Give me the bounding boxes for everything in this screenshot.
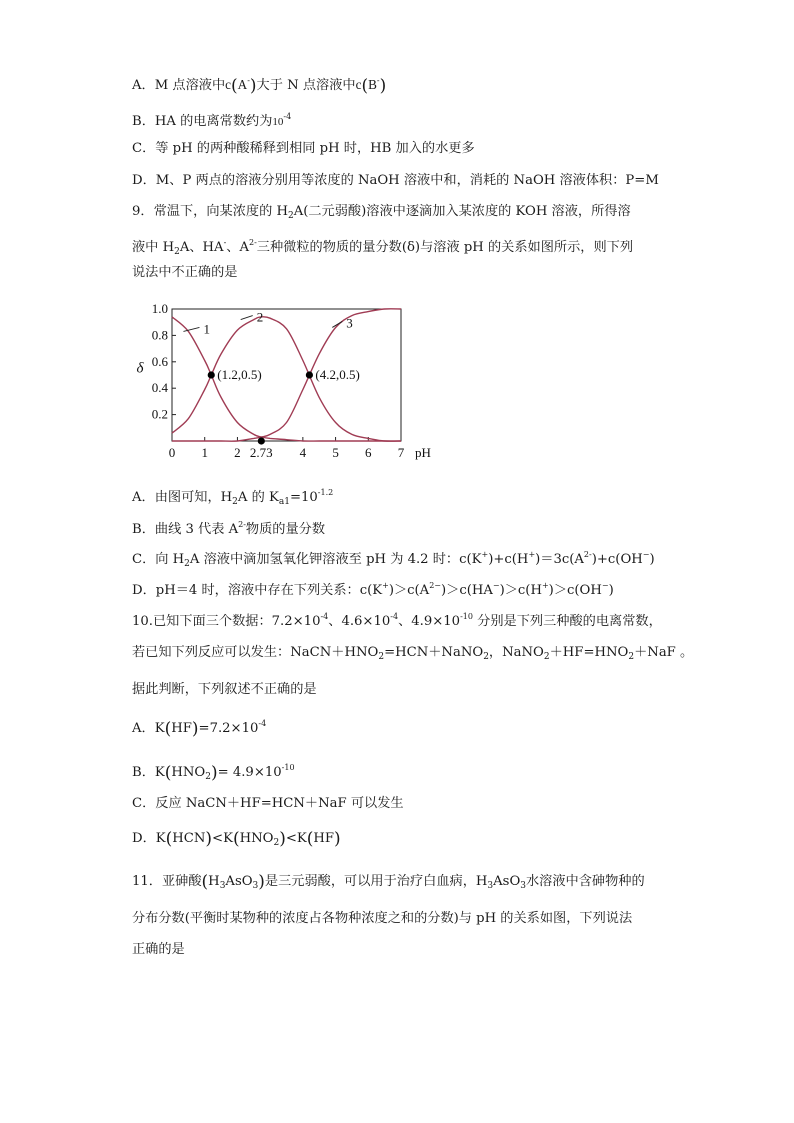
q9-option-d	[132, 577, 614, 600]
sup: -4	[283, 112, 292, 121]
series-2-label: 2	[256, 309, 264, 325]
text: A 溶液中滴加氢氧化钾溶液至 pH 为 4.2 时：c(K	[189, 552, 482, 567]
q10-stem-line-2	[132, 644, 693, 666]
sup: -	[247, 76, 250, 85]
data-point	[208, 371, 215, 378]
q8-option-c: C．等 pH 的两种酸稀释到相同 pH 时，HB 加入的水更多	[132, 141, 475, 156]
axes	[137, 301, 431, 460]
text: 液中 H	[132, 240, 175, 255]
sup: -	[376, 76, 380, 85]
text: ＋NaF 。	[634, 645, 694, 660]
text: =7.2×10	[198, 721, 259, 736]
sup: 2−	[429, 581, 441, 590]
sub: 2	[628, 652, 635, 662]
text: D．K	[132, 831, 166, 846]
q9-option-a	[132, 484, 333, 511]
text: 物质的量分数	[245, 522, 326, 537]
sup: -	[223, 238, 227, 247]
text: )	[608, 583, 614, 598]
paren: (	[232, 829, 240, 849]
text: 水溶液中含砷物种的	[526, 874, 645, 889]
text: 三种微粒的物质的量分数(δ)与溶液 pH 的关系如图所示，则下列	[256, 240, 634, 255]
text: A	[237, 77, 248, 92]
sub: 2	[287, 211, 294, 221]
sub: 3	[219, 881, 226, 891]
sup: −	[601, 581, 609, 590]
text: HNO	[171, 765, 206, 780]
paren: )	[210, 763, 218, 783]
q9-option-b	[132, 516, 325, 539]
paren: (	[231, 76, 238, 96]
paren: )	[379, 76, 387, 96]
text: A、HA	[179, 240, 224, 255]
text: AsO	[493, 874, 521, 889]
sup: -10	[460, 612, 473, 621]
text: )＝3c(A	[535, 552, 584, 567]
y-tick-label: 0.6	[151, 353, 168, 369]
paren: )	[258, 872, 265, 892]
text: 10	[272, 116, 284, 128]
text: )	[649, 552, 655, 567]
paren: (	[164, 763, 172, 783]
text: )＞c(OH	[548, 583, 602, 598]
x-tick-label: 7	[397, 445, 405, 460]
sub: 2	[232, 497, 238, 507]
x-tick-label: 5	[332, 445, 339, 460]
paren: )	[249, 76, 257, 96]
q9-stem-line-1	[132, 203, 631, 225]
q8-option-d: D．M、P 两点的溶液分别用等浓度的 NaOH 溶液中和，消耗的 NaOH 溶液体积：P=M	[132, 173, 659, 188]
q10-option-b	[132, 759, 295, 786]
text: 、4.9×10	[398, 614, 461, 629]
text: )＞c(HA	[441, 583, 493, 598]
paren: (	[306, 829, 314, 849]
sup: -4	[390, 612, 399, 621]
text: ＋HF=HNO	[549, 645, 629, 660]
text: <K	[285, 831, 307, 846]
paren: (	[201, 872, 209, 892]
sub: a1	[278, 497, 290, 507]
x-tick-label: 2.73	[249, 445, 273, 460]
text: 、4.6×10	[328, 614, 391, 629]
text: HCN	[172, 831, 206, 846]
text: )＞c(H	[499, 583, 542, 598]
sup: 2-	[583, 550, 592, 559]
text: A(二元弱酸)溶液中逐滴加入某浓度的 KOH 溶液，所得溶	[293, 204, 631, 219]
y-tick-label: 0.2	[151, 406, 168, 422]
paren: )	[279, 829, 286, 849]
text: B．HA 的电离常数约为	[132, 114, 273, 129]
x-tick-label: 6	[365, 445, 372, 460]
text: A．K	[132, 721, 165, 736]
text: ，NaNO	[488, 645, 544, 660]
y-tick-label: 0.8	[151, 327, 168, 343]
text: C．向 H	[132, 552, 185, 567]
sup: +	[541, 581, 549, 590]
sub: 3	[487, 881, 494, 891]
paren: (	[164, 719, 172, 739]
x-tick-label: 4	[299, 445, 307, 460]
y-axis-label: δ	[136, 360, 144, 377]
q10-option-d	[132, 830, 341, 852]
series-2-leader	[241, 316, 253, 320]
q9-stem-line-2	[132, 234, 633, 261]
sup: 2-	[248, 238, 257, 247]
paren: )	[205, 829, 213, 849]
text: H	[208, 874, 220, 889]
marks	[208, 367, 360, 445]
q9-option-c	[132, 546, 655, 573]
q11-stem-line-3: 正确的是	[132, 942, 185, 957]
text: D．pH＝4 时，溶液中存在下列关系：c(K	[132, 583, 383, 598]
sup: +	[528, 550, 536, 559]
q8-option-a	[132, 72, 386, 95]
data-point-label: (4.2,0.5)	[315, 367, 360, 382]
sup: -10	[281, 763, 295, 772]
sub: 2	[543, 652, 550, 662]
data-point	[306, 371, 313, 378]
sub: 2	[205, 772, 211, 782]
text: HF	[171, 721, 192, 736]
q8-option-b	[132, 108, 291, 131]
text: AsO	[225, 874, 253, 889]
sub: 2	[378, 652, 385, 662]
text: <K	[212, 831, 233, 846]
text: 若已知下列反应可以发生：NaCN＋HNO	[132, 645, 379, 660]
text: HNO	[239, 831, 274, 846]
text: c	[355, 77, 362, 92]
curves	[172, 309, 401, 441]
text: )+c(H	[488, 552, 529, 567]
sub: 2	[174, 247, 180, 257]
ph-distribution-chart	[132, 298, 442, 468]
text: A．由图可知，H	[132, 490, 233, 505]
sup: −	[492, 581, 500, 590]
y-tick-label: 0.4	[151, 380, 168, 396]
x-tick-label: 1	[201, 445, 208, 460]
text: 大于 N 点溶液中	[256, 78, 356, 93]
x-tick-label: 2	[234, 445, 241, 460]
sub: 2	[273, 838, 280, 848]
text: H	[475, 874, 488, 889]
sup: +	[382, 581, 389, 590]
paren: (	[361, 76, 369, 96]
text: =HCN＋NaNO	[384, 645, 484, 660]
x-tick-label: 0	[168, 445, 176, 460]
text: 9．常温下，向某浓度的 H	[132, 204, 288, 219]
sup: -1.2	[317, 488, 334, 497]
sup: -4	[258, 719, 267, 728]
text: 10.已知下面三个数据：7.2×10	[132, 614, 321, 629]
q10-stem-line-1	[132, 608, 662, 631]
text: )＞c(A	[388, 583, 430, 598]
text: HF	[313, 831, 335, 846]
series-3-label: 3	[346, 315, 353, 331]
text: A．M 点溶液中	[132, 78, 226, 93]
sub: 2	[483, 652, 489, 662]
data-point	[258, 437, 265, 444]
text: )+c(OH	[591, 552, 643, 567]
q11-stem-line-1	[132, 873, 645, 895]
q10-stem-line-3: 据此判断，下列叙述不正确的是	[132, 682, 317, 697]
paren: )	[334, 829, 341, 849]
text: c	[225, 77, 232, 92]
text: 11．亚砷酸	[132, 874, 202, 889]
text: 是三元弱酸，可以用于治疗白血病，	[264, 874, 476, 889]
text: A 的 K	[237, 490, 279, 505]
q9-stem-line-3: 说法中不正确的是	[132, 265, 238, 280]
sup: −	[642, 550, 650, 559]
sup: 2-	[238, 520, 246, 529]
y-tick-label: 1.0	[151, 301, 168, 316]
paren: )	[191, 719, 199, 739]
text: B	[368, 77, 377, 92]
text: 、A	[226, 240, 249, 255]
q10-option-a	[132, 715, 266, 738]
text: B．K	[132, 765, 165, 780]
series-1-label: 1	[203, 321, 210, 337]
text: = 4.9×10	[217, 765, 282, 780]
paren: (	[165, 829, 173, 849]
sub: 3	[252, 881, 259, 891]
data-point-label: (1.2,0.5)	[217, 367, 262, 382]
text: B．曲线 3 代表 A	[132, 522, 239, 537]
sub: 2	[184, 559, 190, 569]
sup: -4	[320, 612, 329, 621]
q11-stem-line-2: 分布分数(平衡时某物种的浓度占各物种浓度之和的分数)与 pH 的关系如图，下列说法	[132, 911, 633, 926]
x-axis-label: pH	[415, 445, 431, 460]
q10-option-c: C．反应 NaCN＋HF=HCN＋NaF 可以发生	[132, 796, 404, 811]
text: 分别是下列三种酸的电离常数，	[472, 614, 662, 629]
sup: +	[481, 550, 489, 559]
sub: 3	[520, 881, 526, 891]
text: =10	[289, 490, 318, 505]
